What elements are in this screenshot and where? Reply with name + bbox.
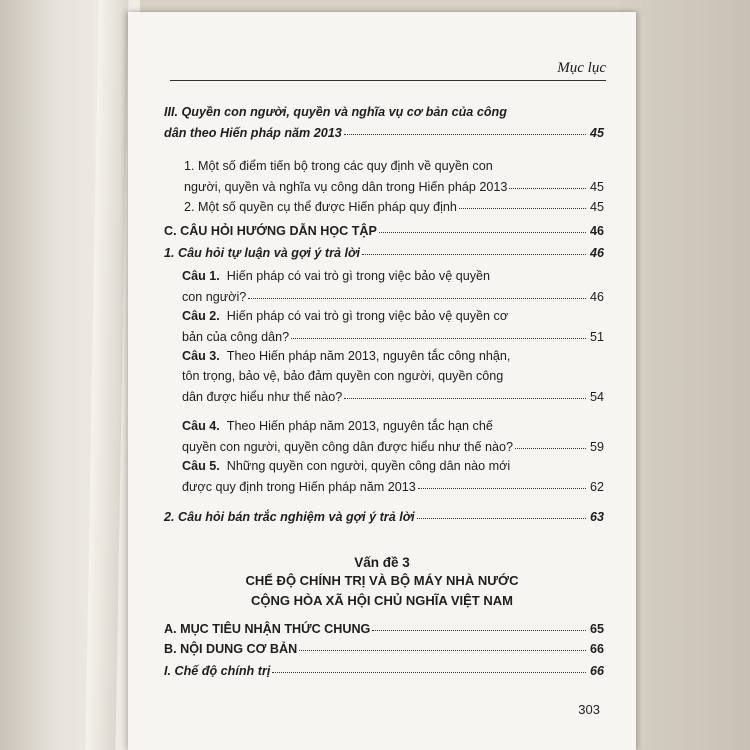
toc-entry-text: dân được hiểu như thế nào? xyxy=(182,390,343,404)
toc-page-number: 45 xyxy=(589,180,604,194)
toc-entry xyxy=(164,220,604,241)
background-right xyxy=(620,0,750,750)
leader-dots xyxy=(299,636,586,651)
leader-dots xyxy=(459,194,586,209)
toc-page-number: 62 xyxy=(589,480,604,494)
toc-page-number: 65 xyxy=(589,622,604,636)
toc-entry xyxy=(164,306,604,347)
page-edge xyxy=(85,0,128,750)
toc-page-number: 51 xyxy=(589,330,604,344)
toc-entry-text: Hiến pháp có vai trò gì trong việc bảo vệ quyền xyxy=(226,269,491,283)
toc-entry xyxy=(164,346,604,407)
toc-entry xyxy=(164,242,604,263)
toc-entry-text: bản của công dân? xyxy=(182,330,290,344)
leader-dots xyxy=(344,384,586,399)
chapter-title-line2: CỘNG HÒA XÃ HỘI CHỦ NGHĨA VIỆT NAM xyxy=(251,593,513,608)
toc-entry-text: con người? xyxy=(182,290,247,304)
toc-entry xyxy=(164,196,604,217)
leader-dots xyxy=(372,616,586,631)
question-label: Câu 5. xyxy=(182,459,220,473)
book-page xyxy=(128,12,636,750)
question-label: Câu 3. xyxy=(182,349,220,363)
leader-dots xyxy=(344,120,586,135)
toc-entry-text: dân theo Hiến pháp năm 2013 xyxy=(164,126,342,140)
toc-entry-text: 1. Câu hỏi tự luận và gợi ý trả lời xyxy=(164,246,360,260)
toc-page-number: 46 xyxy=(589,224,604,238)
toc-entry-text: III. Quyền con người, quyền và nghĩa vụ cơ bản của công xyxy=(164,105,507,119)
toc-entry-text: được quy định trong Hiến pháp năm 2013 xyxy=(182,480,416,494)
toc-entry xyxy=(164,638,604,659)
toc-entry xyxy=(164,660,604,681)
page-number: 303 xyxy=(578,702,600,717)
toc-entry-text: 2. Một số quyền cụ thể được Hiến pháp quy định xyxy=(184,200,457,214)
toc-page-number: 54 xyxy=(589,390,604,404)
toc-entry-text: tôn trọng, bảo vệ, bảo đảm quyền con người, quyền công xyxy=(182,369,504,383)
leader-dots xyxy=(417,504,586,519)
leader-dots xyxy=(272,658,586,673)
leader-dots xyxy=(248,284,586,299)
toc-page-number: 66 xyxy=(589,664,604,678)
toc-page-number: 66 xyxy=(589,642,604,656)
toc-entry-text: người, quyền và nghĩa vụ công dân trong Hiến pháp 2013 xyxy=(184,180,508,194)
leader-dots xyxy=(509,174,586,189)
toc-entry-text: B. NỘI DUNG CƠ BẢN xyxy=(164,642,298,656)
toc-entry-text: 2. Câu hỏi bán trắc nghiệm và gợi ý trả lời xyxy=(164,510,415,524)
chapter-title-line1: CHẾ ĐỘ CHÍNH TRỊ VÀ BỘ MÁY NHÀ NƯỚC xyxy=(245,573,519,588)
running-header xyxy=(170,58,606,80)
question-label: Câu 4. xyxy=(182,419,220,433)
toc-page-number: 63 xyxy=(589,510,604,524)
leader-dots xyxy=(418,474,586,489)
toc-page-number: 46 xyxy=(589,246,604,260)
toc-entry xyxy=(164,456,604,497)
chapter-label: Vấn đề 3 xyxy=(354,555,410,570)
toc-entry-text: 1. Một số điểm tiến bộ trong các quy định về quyền con xyxy=(184,159,493,173)
header-title: Mục lục xyxy=(557,60,606,76)
toc-entry xyxy=(164,266,604,307)
header-rule xyxy=(170,80,606,81)
toc-page-number: 59 xyxy=(589,440,604,454)
leader-dots xyxy=(379,218,586,233)
toc-entry-text: I. Chế độ chính trị xyxy=(164,664,271,678)
toc-page-number: 45 xyxy=(589,126,604,140)
toc-entry xyxy=(164,102,604,143)
toc-entry xyxy=(164,416,604,457)
toc-entry xyxy=(164,156,604,197)
toc-entry-text: Những quyền con người, quyền công dân nào mới xyxy=(226,459,511,473)
leader-dots xyxy=(291,324,586,339)
background-left-pages xyxy=(0,0,140,750)
toc-page-number: 45 xyxy=(589,200,604,214)
toc-entry xyxy=(164,506,604,527)
toc-entry-text: C. CÂU HỎI HƯỚNG DẪN HỌC TẬP xyxy=(164,224,377,238)
toc-entry-text: A. MỤC TIÊU NHẬN THỨC CHUNG xyxy=(164,622,371,636)
question-label: Câu 2. xyxy=(182,309,220,323)
toc-page-number: 46 xyxy=(589,290,604,304)
toc-entry-text: Hiến pháp có vai trò gì trong việc bảo vệ quyền cơ xyxy=(226,309,509,323)
question-label: Câu 1. xyxy=(182,269,220,283)
leader-dots xyxy=(515,434,586,449)
toc-entry-text: Theo Hiến pháp năm 2013, nguyên tắc công nhận, xyxy=(226,349,511,363)
toc-entry-text: Theo Hiến pháp năm 2013, nguyên tắc hạn chế xyxy=(226,419,493,433)
toc-entry-text: quyền con người, quyền công dân được hiểu như thế nào? xyxy=(182,440,513,454)
leader-dots xyxy=(362,240,586,255)
